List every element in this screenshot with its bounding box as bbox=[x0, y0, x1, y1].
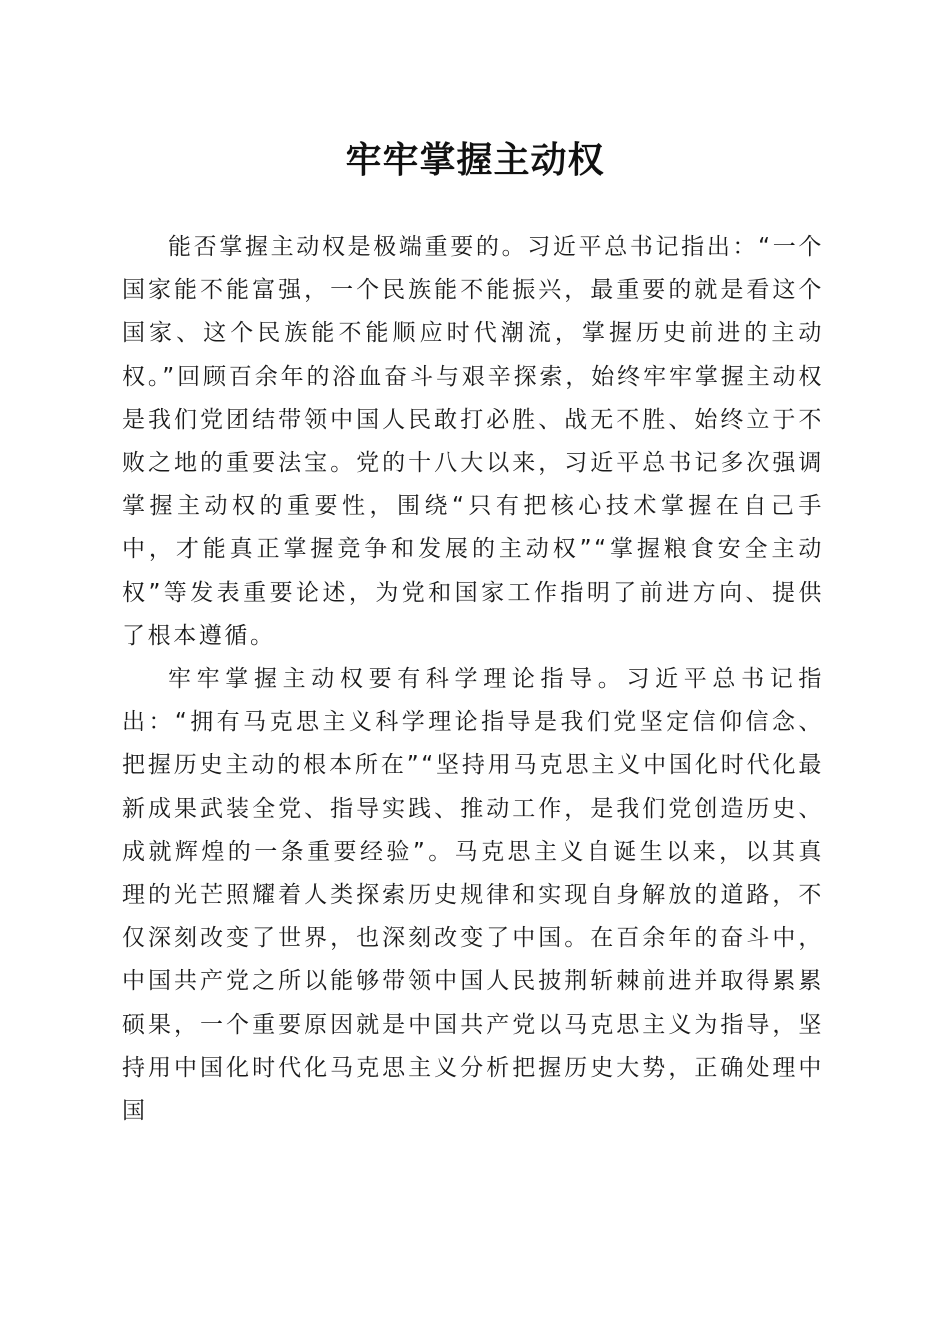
paragraph-2: 牢牢掌握主动权要有科学理论指导。习近平总书记指出：“拥有马克思主义科学理论指导是我们党坚定信仰信念、把握历史主动的根本所在”“坚持用马克思主义中国化时代化最新成果武装全党、指导实践、推动工作，是我们党创造历史、成就辉煌的一条重要经验”。马克思主义自诞生以来，以其真理的光芒照耀着人类探索历史规律和实现自身解放的道路，不仅深刻改变了世界，也深刻改变了中国。在百余年的奋斗中，中国共产党之所以能够带领中国人民披荆斩棘前进并取得累累硕果，一个重要原因就是中国共产党以马克思主义为指导，坚持用中国化时代化马克思主义分析把握历史大势，正确处理中国 bbox=[122, 666, 824, 1125]
paragraph-1: 能否掌握主动权是极端重要的。习近平总书记指出：“一个国家能不能富强，一个民族能不能振兴，最重要的就是看这个国家、这个民族能不能顺应时代潮流，掌握历史前进的主动权。”回顾百余年的浴血奋斗与艰辛探索，始终牢牢掌握主动权是我们党团结带领中国人民敢打必胜、战无不胜、始终立于不败之地的重要法宝。党的十八大以来，习近平总书记多次强调掌握主动权的重要性，围绕“只有把核心技术掌握在自己手中，才能真正掌握竞争和发展的主动权”“掌握粮食安全主动权”等发表重要论述，为党和国家工作指明了前进方向、提供了根本遵循。 bbox=[122, 234, 824, 649]
document-title: 牢牢掌握主动权 bbox=[345, 139, 605, 181]
document-body bbox=[122, 226, 824, 1133]
